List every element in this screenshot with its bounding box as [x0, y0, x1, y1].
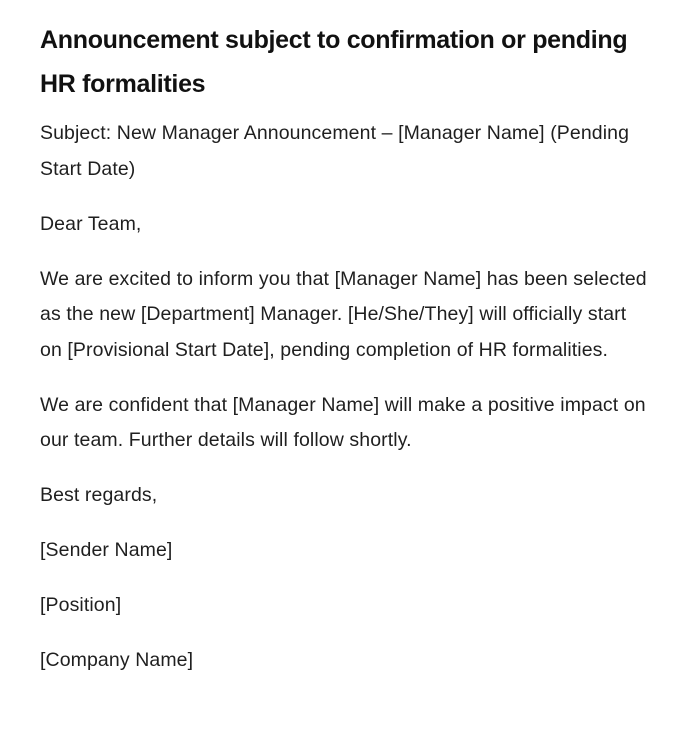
body-paragraph-2: We are confident that [Manager Name] will make a positive impact on our team. Further details will follow shortly. — [40, 393, 646, 451]
document-title: Announcement subject to confirmation or pending HR formalities — [40, 26, 628, 98]
sender-position: [Position] — [40, 594, 122, 616]
closing: Best regards, — [40, 484, 158, 506]
greeting: Dear Team, — [40, 212, 142, 235]
sender-name: [Sender Name] — [40, 539, 173, 561]
company-name: [Company Name] — [40, 649, 194, 671]
announcement-document — [40, 18, 650, 679]
subject-line: Subject: New Manager Announcement – [Manager Name] (Pending Start Date) — [40, 122, 630, 180]
body-paragraph-1: We are excited to inform you that [Manager Name] has been selected as the new [Department] Manager. [He/She/They] will officially start on [Provisional Start Date], pending completion of HR formalities. — [40, 267, 647, 361]
